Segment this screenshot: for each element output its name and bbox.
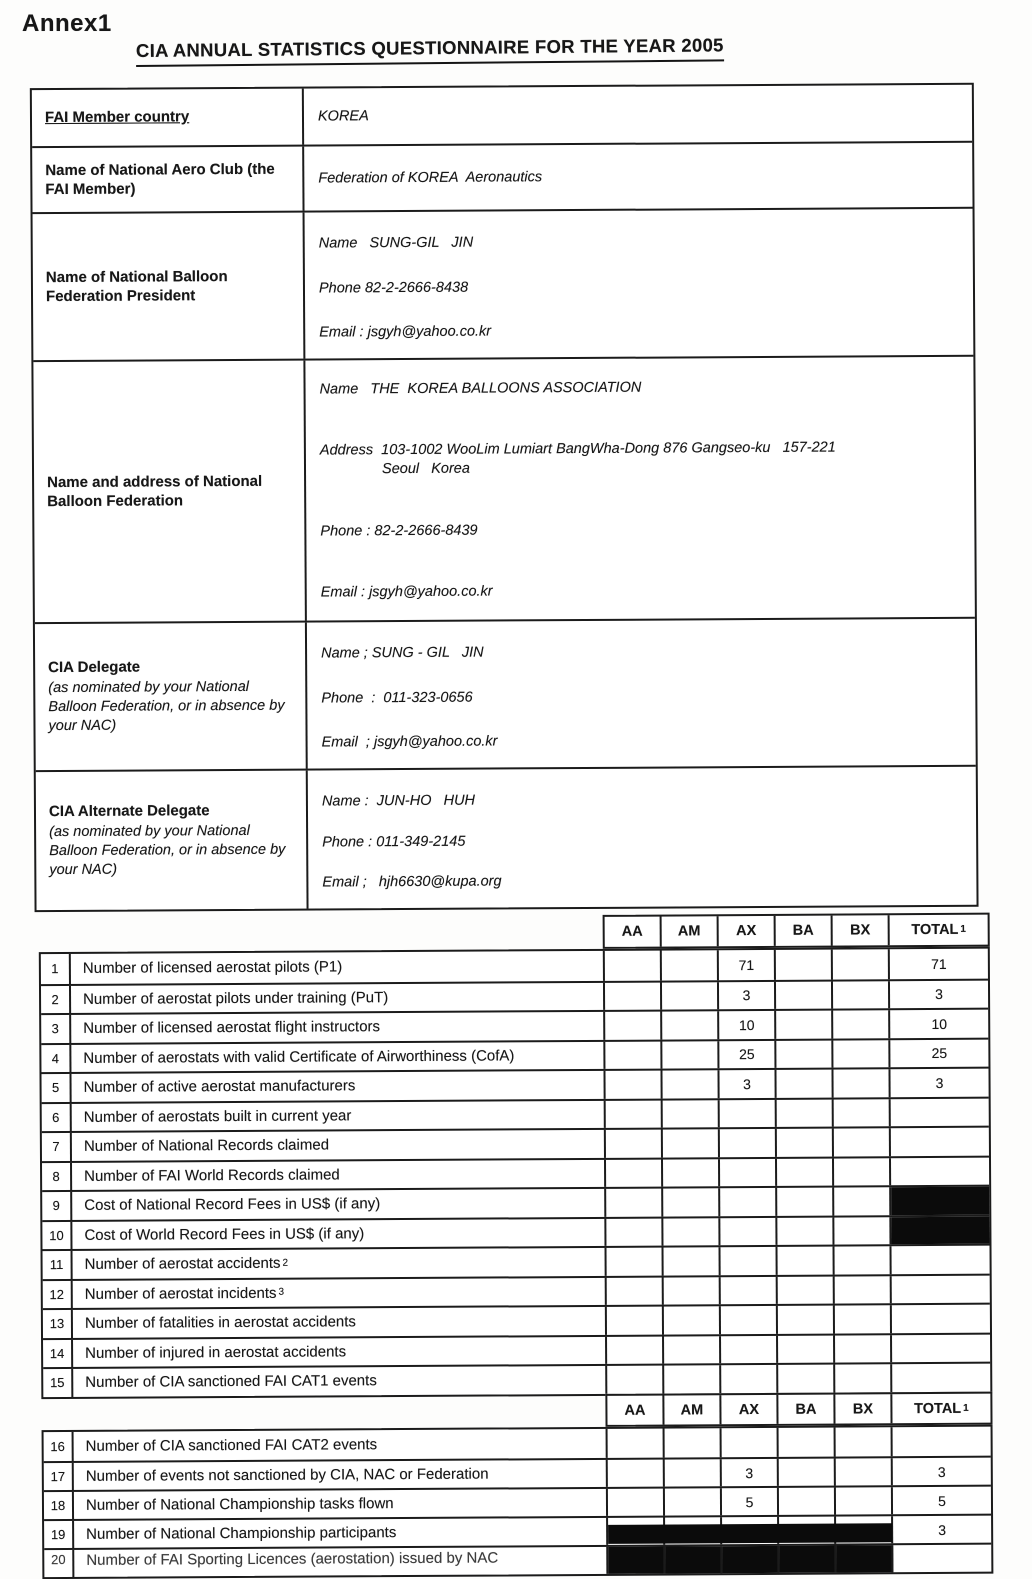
stats-row-6 — [42, 1096, 989, 1131]
info-label — [32, 147, 304, 213]
cell-ax — [721, 1365, 778, 1393]
info-label-text: Name and address of National Balloon Federation — [47, 471, 294, 511]
info-label-text: CIA Delegate — [48, 657, 295, 678]
row-label: Number of aerostat incidents 3 — [73, 1277, 607, 1308]
value-line: Address 103-1002 WooLim Lumiart BangWha-Dong 876 Gangseo-ku 157-221 — [320, 438, 974, 461]
row-label: Number of CIA sanctioned FAI CAT1 events — [73, 1366, 607, 1397]
info-label — [35, 623, 308, 771]
cell-total — [893, 1545, 991, 1573]
cell-bx — [834, 1099, 891, 1127]
row-label: Number of CIA sanctioned FAI CAT2 events — [74, 1429, 608, 1461]
info-sublabel: (as nominated by your National Balloon Federation, or in absence by your NAC) — [49, 822, 296, 880]
cell-total: 3 — [890, 1069, 988, 1097]
row-number: 3 — [41, 1015, 71, 1043]
cell-am — [665, 1428, 722, 1457]
value-line: Phone : 011-349-2145 — [322, 829, 976, 852]
value-line: Phone : 011-323-0656 — [321, 685, 975, 708]
value-line: Email : jsgyh@yahoo.co.kr — [321, 580, 975, 603]
cell-ba — [776, 1070, 833, 1098]
value-line: Name SUNG-GIL JIN — [319, 231, 973, 254]
info-label-text: FAI Member country — [45, 107, 292, 128]
value-line: Phone 82-2-2666-8438 — [319, 275, 973, 298]
row-label: Number of licensed aerostat pilots (P1) — [71, 951, 605, 984]
cell-am — [664, 1336, 721, 1364]
total-label: TOTAL — [911, 922, 958, 938]
info-sublabel: (as nominated by your National Balloon Federation, or in absence by your NAC) — [48, 678, 295, 736]
col-header-total — [890, 915, 988, 946]
info-row-cia-delegate — [35, 617, 976, 770]
cell-bx — [833, 1040, 890, 1068]
cell-am — [664, 1365, 721, 1393]
cell-bx — [835, 1246, 892, 1274]
cell-aa — [605, 1071, 662, 1099]
cell-ax-redacted — [722, 1546, 779, 1573]
row-number: 8 — [42, 1162, 72, 1190]
total-label: TOTAL — [914, 1400, 961, 1416]
info-row-fai-member-country — [32, 85, 972, 146]
cell-aa — [606, 1159, 663, 1187]
stats-row-13 — [43, 1303, 990, 1338]
cell-aa — [605, 982, 662, 1010]
document-title: CIA ANNUAL STATISTICS QUESTIONNAIRE FOR THE YEAR 2005 — [136, 34, 724, 67]
cell-total: 25 — [890, 1039, 988, 1067]
info-label — [33, 213, 306, 361]
stats-row-18 — [44, 1485, 991, 1519]
info-table — [30, 83, 979, 912]
cell-ax — [721, 1247, 778, 1275]
stats-row-17 — [44, 1456, 991, 1490]
col-header-total — [892, 1394, 990, 1424]
row-label: Number of National Championship tasks flown — [74, 1489, 608, 1519]
cell-total-redacted — [891, 1216, 989, 1244]
info-value — [305, 357, 974, 621]
value-line: Federation of KOREA Aeronautics — [318, 165, 972, 188]
cell-ba-redacted — [779, 1546, 836, 1573]
stats-row-7 — [42, 1126, 989, 1161]
value-line: Email : jsgyh@yahoo.co.kr — [319, 320, 973, 343]
stats-row-8 — [42, 1155, 989, 1190]
cell-ax — [721, 1335, 778, 1363]
cell-aa — [605, 951, 662, 981]
value-line: Email ; hjh6630@kupa.org — [322, 870, 976, 893]
info-value — [308, 767, 977, 909]
row-label: Number of aerostat pilots under training (PuT) — [71, 982, 605, 1013]
cell-total — [893, 1427, 991, 1457]
stats-row-20-cut — [44, 1543, 991, 1577]
cell-bx — [833, 1069, 890, 1097]
col-header-ba: BA — [776, 916, 833, 946]
cell-am — [663, 1129, 720, 1157]
cell-bx — [836, 1427, 893, 1456]
cell-ba — [777, 1129, 834, 1157]
cell-am — [662, 1011, 719, 1039]
stats-row-4 — [41, 1037, 988, 1072]
cell-am-redacted — [665, 1546, 722, 1573]
cell-ax — [721, 1276, 778, 1304]
col-header-ba: BA — [778, 1395, 835, 1424]
cell-total — [892, 1246, 990, 1274]
cell-aa — [607, 1277, 664, 1305]
row-number: 16 — [44, 1432, 74, 1461]
cell-ba — [779, 1428, 836, 1457]
cell-total: 3 — [893, 1458, 991, 1486]
row-number: 2 — [41, 985, 71, 1013]
cell-ba — [777, 1158, 834, 1186]
cell-bx — [833, 1010, 890, 1038]
cell-ax — [720, 1158, 777, 1186]
cell-ax: 3 — [722, 1459, 779, 1486]
cell-am — [664, 1277, 721, 1305]
cell-am — [662, 950, 719, 980]
cell-ba — [777, 1188, 834, 1216]
cell-ba — [778, 1306, 835, 1334]
row-label: Cost of World Record Fees in US$ (if any) — [72, 1218, 606, 1249]
cell-aa — [607, 1336, 664, 1364]
cell-bx — [835, 1364, 892, 1392]
cell-bx — [834, 1128, 891, 1156]
row-number: 7 — [42, 1133, 72, 1161]
value-line: Seoul Korea — [320, 457, 974, 480]
row-number: 4 — [41, 1044, 71, 1072]
row-number: 20 — [44, 1550, 74, 1577]
col-header-ax: AX — [719, 916, 776, 946]
cell-ba — [778, 1247, 835, 1275]
cell-am — [664, 1247, 721, 1275]
cell-am — [662, 1070, 719, 1098]
cell-ax: 71 — [719, 950, 776, 980]
cell-total — [891, 1157, 989, 1185]
col-header-bx: BX — [833, 915, 890, 945]
cell-bx — [836, 1458, 893, 1485]
value-line: Name ; SUNG - GIL JIN — [321, 641, 975, 664]
cell-ba — [777, 1217, 834, 1245]
cell-total — [892, 1334, 990, 1362]
cell-ax — [720, 1217, 777, 1245]
row-number: 9 — [42, 1192, 72, 1220]
row-number: 15 — [43, 1369, 73, 1397]
row-number: 14 — [43, 1339, 73, 1367]
info-value — [304, 143, 972, 211]
cell-aa — [606, 1100, 663, 1128]
cell-ba — [778, 1365, 835, 1393]
col-header-am: AM — [664, 1395, 721, 1424]
annex-label: Annex1 — [22, 10, 112, 38]
row-number: 13 — [43, 1310, 73, 1338]
cell-total: 10 — [890, 1010, 988, 1038]
info-row-cia-alternate-delegate — [36, 765, 977, 910]
col-header-bx: BX — [835, 1394, 892, 1423]
cell-ax: 5 — [722, 1488, 779, 1515]
cell-aa — [606, 1218, 663, 1246]
stats-row-5 — [41, 1067, 988, 1102]
address-group — [320, 438, 974, 479]
row-number: 17 — [44, 1463, 74, 1490]
cell-aa — [607, 1366, 664, 1394]
cell-am — [663, 1218, 720, 1246]
value-line: KOREA — [318, 103, 972, 126]
cell-ba — [776, 1040, 833, 1068]
cell-aa — [605, 1041, 662, 1069]
cell-total — [891, 1098, 989, 1126]
row-label: Number of active aerostat manufacturers — [71, 1071, 605, 1102]
stats-row-2 — [41, 978, 988, 1013]
cell-aa — [607, 1248, 664, 1276]
cell-total: 71 — [890, 949, 988, 979]
redaction-bar — [608, 1523, 892, 1544]
cell-aa — [606, 1189, 663, 1217]
cell-ax — [721, 1306, 778, 1334]
cell-ax — [720, 1099, 777, 1127]
value-line: Name THE KOREA BALLOONS ASSOCIATION — [320, 377, 974, 400]
cell-total: 3 — [893, 1516, 991, 1544]
row-label: Number of injured in aerostat accidents — [73, 1336, 607, 1367]
stats-row-15 — [43, 1362, 990, 1397]
cell-am — [663, 1188, 720, 1216]
cell-aa — [608, 1429, 665, 1458]
info-label — [33, 361, 306, 623]
info-row-federation-address — [33, 355, 974, 622]
stats-block-2 — [42, 1425, 994, 1579]
stats-column-header-top — [603, 913, 990, 949]
cell-total — [892, 1364, 990, 1392]
row-number: 1 — [41, 954, 71, 984]
col-header-aa: AA — [607, 1396, 664, 1425]
row-number: 10 — [42, 1221, 72, 1249]
row-number: 18 — [44, 1492, 74, 1519]
row-number: 12 — [43, 1280, 73, 1308]
cell-am — [663, 1159, 720, 1187]
cell-total: 3 — [890, 980, 988, 1008]
row-label: Number of National Records claimed — [72, 1130, 606, 1161]
stats-row-11 — [43, 1244, 990, 1279]
info-value — [307, 619, 976, 769]
row-number: 19 — [44, 1521, 74, 1548]
row-label: Number of FAI Sporting Licences (aerostation) issued by NAC — [74, 1547, 608, 1577]
info-label-text: Name of National Aero Club (the FAI Member) — [45, 159, 292, 199]
col-header-am: AM — [662, 916, 719, 946]
cell-aa — [606, 1130, 663, 1158]
cell-ax — [720, 1129, 777, 1157]
stats-row-10 — [42, 1214, 989, 1249]
cell-ax: 10 — [719, 1011, 776, 1039]
stats-column-header-middle — [605, 1392, 992, 1427]
cell-am — [665, 1488, 722, 1515]
value-line: Phone : 82-2-2666-8439 — [320, 518, 974, 541]
cell-bx — [834, 1158, 891, 1186]
cell-ba — [779, 1488, 836, 1515]
stats-row-12 — [43, 1273, 990, 1308]
stats-row-16 — [44, 1427, 991, 1461]
row-number: 6 — [42, 1103, 72, 1131]
cell-aa — [608, 1460, 665, 1487]
cell-ba — [776, 981, 833, 1009]
cell-total: 5 — [893, 1487, 991, 1515]
row-label: Number of fatalities in aerostat accidents — [73, 1307, 607, 1338]
cell-am — [664, 1306, 721, 1334]
cell-ax: 3 — [719, 1070, 776, 1098]
row-label: Number of events not sanctioned by CIA, NAC or Federation — [74, 1460, 608, 1490]
value-line: Email ; jsgyh@yahoo.co.kr — [322, 730, 976, 753]
cell-total — [892, 1275, 990, 1303]
cell-ba — [776, 950, 833, 980]
cell-total — [892, 1305, 990, 1333]
cell-bx — [835, 1335, 892, 1363]
cell-am — [662, 1041, 719, 1069]
col-header-ax: AX — [721, 1395, 778, 1424]
cell-ax: 25 — [719, 1040, 776, 1068]
stats-row-3 — [41, 1008, 988, 1043]
cell-bx — [835, 1305, 892, 1333]
cell-bx-redacted — [836, 1545, 893, 1572]
cell-aa — [608, 1489, 665, 1516]
stats-block-1 — [39, 947, 993, 1399]
info-value — [304, 85, 972, 145]
cell-bx — [836, 1487, 893, 1514]
row-number: 5 — [41, 1074, 71, 1102]
cell-bx — [833, 981, 890, 1009]
cell-am — [662, 982, 719, 1010]
row-label: Number of aerostats built in current year — [72, 1100, 606, 1131]
info-label — [32, 89, 304, 147]
cell-ba — [777, 1099, 834, 1127]
cell-bx — [833, 949, 890, 979]
row-number: 11 — [43, 1251, 73, 1279]
info-row-federation-president — [33, 207, 974, 360]
info-label-text: Name of National Balloon Federation President — [46, 266, 293, 306]
cell-aa-redacted — [608, 1547, 665, 1574]
info-row-aero-club — [32, 141, 972, 212]
cell-ba — [779, 1459, 836, 1486]
row-label: Number of aerostat accidents 2 — [73, 1248, 607, 1279]
row-label: Number of licensed aerostat flight instructors — [71, 1012, 605, 1043]
cell-ax: 3 — [719, 981, 776, 1009]
cell-am — [663, 1100, 720, 1128]
value-line: Name : JUN-HO HUH — [322, 789, 976, 812]
cell-aa — [607, 1307, 664, 1335]
cell-ba — [778, 1276, 835, 1304]
row-label: Number of FAI World Records claimed — [72, 1159, 606, 1190]
stats-row-1 — [41, 949, 988, 984]
col-header-aa: AA — [605, 917, 662, 947]
row-label: Cost of National Record Fees in US$ (if any) — [72, 1189, 606, 1220]
cell-total — [891, 1128, 989, 1156]
cell-bx — [834, 1187, 891, 1215]
cell-am — [665, 1459, 722, 1486]
cell-ba — [778, 1335, 835, 1363]
row-label: Number of National Championship participants — [74, 1518, 608, 1548]
stats-row-14 — [43, 1332, 990, 1367]
cell-bx — [834, 1217, 891, 1245]
info-label — [36, 771, 309, 911]
info-value — [305, 209, 974, 359]
info-label-text: CIA Alternate Delegate — [49, 801, 296, 822]
cell-ba — [776, 1011, 833, 1039]
cell-bx — [835, 1276, 892, 1304]
row-label: Number of aerostats with valid Certificate of Airworthiness (CofA) — [71, 1041, 605, 1072]
cell-aa — [605, 1012, 662, 1040]
cell-ax — [720, 1188, 777, 1216]
cell-total-redacted — [891, 1187, 989, 1215]
stats-row-9 — [42, 1185, 989, 1220]
cell-ax — [722, 1428, 779, 1457]
